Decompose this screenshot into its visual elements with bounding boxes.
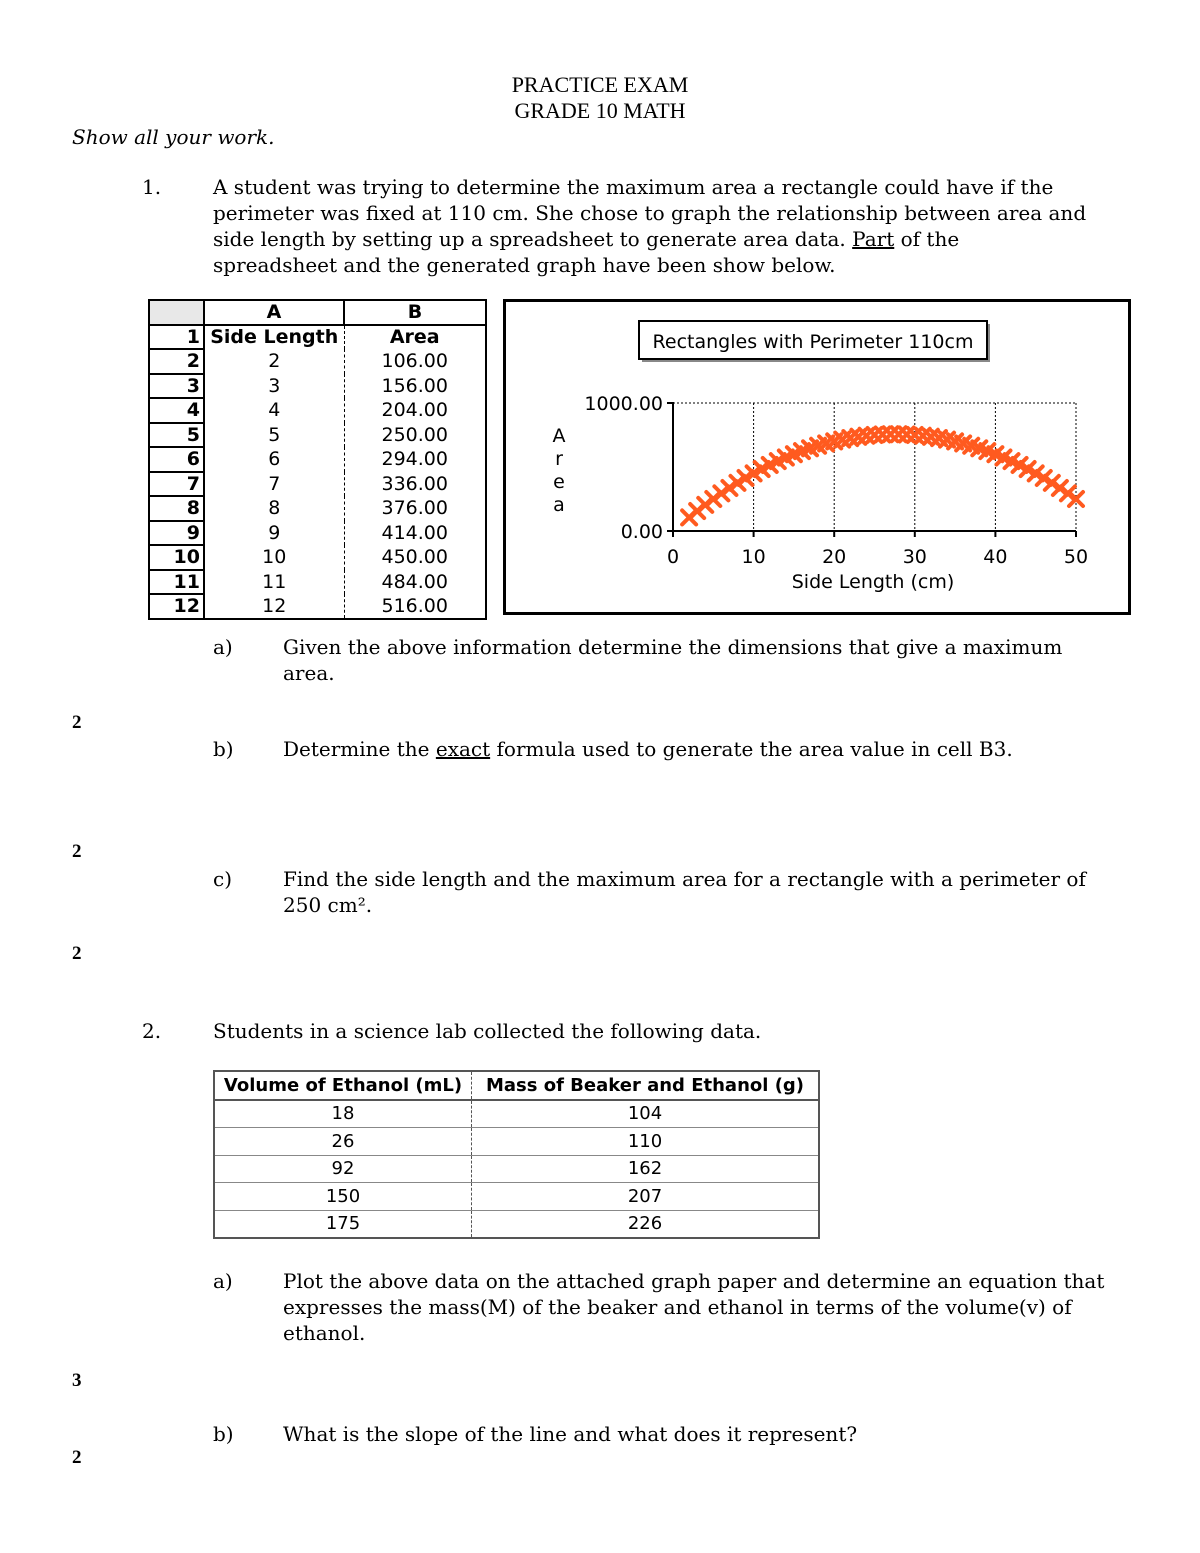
row-header: 1 <box>149 325 204 350</box>
spreadsheet <box>148 299 487 620</box>
row-header: 2 <box>149 349 204 374</box>
q1a-label: a) <box>213 635 233 659</box>
x-axis-label: Side Length (cm) <box>791 571 955 593</box>
q2b-marks: 2 <box>72 1447 82 1468</box>
cell-a: 7 <box>204 472 344 497</box>
cell-b: 484.00 <box>344 570 486 595</box>
x-tick-label: 40 <box>983 546 1008 568</box>
cell-b1: Area <box>344 325 486 350</box>
cell-a: 10 <box>204 545 344 570</box>
cell-volume: 26 <box>214 1128 472 1156</box>
y-label-letter: e <box>553 471 565 493</box>
data-points <box>682 427 1083 524</box>
cell-a: 4 <box>204 398 344 423</box>
row-header: 6 <box>149 447 204 472</box>
cell-a1: Side Length <box>204 325 344 350</box>
q2-number: 2. <box>142 1019 162 1043</box>
exam-title: PRACTICE EXAM <box>511 72 689 97</box>
table-row <box>214 1155 819 1183</box>
x-tick-label: 0 <box>666 546 680 568</box>
q1b-marks: 2 <box>72 841 82 862</box>
row-header: 10 <box>149 545 204 570</box>
x-tick-label: 10 <box>741 546 766 568</box>
instruction: Show all your work. <box>72 125 275 149</box>
cell-b: 450.00 <box>344 545 486 570</box>
q2-text: Students in a science lab collected the following data. <box>213 1019 762 1043</box>
col-header-mass: Mass of Beaker and Ethanol (g) <box>472 1071 820 1100</box>
row-header: 4 <box>149 398 204 423</box>
row-header: 3 <box>149 374 204 399</box>
cell-b: 204.00 <box>344 398 486 423</box>
cell-volume: 18 <box>214 1100 472 1128</box>
q2b-text: What is the slope of the line and what does it represent? <box>283 1422 858 1446</box>
table-row <box>214 1210 819 1238</box>
cell-a: 6 <box>204 447 344 472</box>
row-header: 5 <box>149 423 204 448</box>
cell-b: 376.00 <box>344 496 486 521</box>
table-row <box>149 472 486 497</box>
table-row <box>149 496 486 521</box>
x-tick-label: 30 <box>902 546 927 568</box>
cell-a: 12 <box>204 594 344 619</box>
y-tick-label: 0.00 <box>620 521 663 543</box>
q1a-text: Given the above information determine the dimensions that give a maximum area. <box>283 635 1063 685</box>
cell-volume: 175 <box>214 1210 472 1238</box>
exam-subtitle: GRADE 10 MATH <box>514 98 686 123</box>
table-row <box>149 447 486 472</box>
table-row <box>149 594 486 619</box>
x-tick-label: 20 <box>822 546 847 568</box>
q1b-text: Determine the exact formula used to generate the area value in cell B3. <box>283 737 1013 761</box>
cell-mass: 162 <box>472 1155 820 1183</box>
table-row <box>149 398 486 423</box>
cell-b: 516.00 <box>344 594 486 619</box>
table-row <box>214 1183 819 1211</box>
x-tick-label: 50 <box>1063 546 1089 568</box>
q2b-label: b) <box>213 1422 234 1446</box>
table-row <box>149 374 486 399</box>
q1c-text: Find the side length and the maximum area for a rectangle with a perimeter of 250 cm². <box>283 867 1086 917</box>
col-header-a: A <box>204 300 344 325</box>
row-header: 9 <box>149 521 204 546</box>
table-row <box>149 521 486 546</box>
q2a-text: Plot the above data on the attached graph paper and determine an equation that expresses the mass(M) of the beaker and ethanol in terms of the volume(v) of ethanol. <box>283 1269 1105 1345</box>
cell-b: 414.00 <box>344 521 486 546</box>
cell-b: 156.00 <box>344 374 486 399</box>
cell-a: 5 <box>204 423 344 448</box>
col-header-volume: Volume of Ethanol (mL) <box>214 1071 472 1100</box>
tick-labels <box>584 393 1088 568</box>
row-header: 12 <box>149 594 204 619</box>
q1a-marks: 2 <box>72 712 82 733</box>
table-row <box>214 1100 819 1128</box>
cell-volume: 150 <box>214 1183 472 1211</box>
q1-number: 1. <box>142 175 162 199</box>
cell-b: 294.00 <box>344 447 486 472</box>
cell-a: 8 <box>204 496 344 521</box>
cell-volume: 92 <box>214 1155 472 1183</box>
chart-title: Rectangles with Perimeter 110cm <box>652 331 974 353</box>
q2a-label: a) <box>213 1269 233 1293</box>
cell-b: 250.00 <box>344 423 486 448</box>
cell-mass: 110 <box>472 1128 820 1156</box>
table-row <box>149 423 486 448</box>
cell-mass: 104 <box>472 1100 820 1128</box>
cell-a: 11 <box>204 570 344 595</box>
table-row <box>149 349 486 374</box>
cell-mass: 207 <box>472 1183 820 1211</box>
table-row <box>149 570 486 595</box>
table-row <box>214 1128 819 1156</box>
y-tick-label: 1000.00 <box>584 393 663 415</box>
row-header: 11 <box>149 570 204 595</box>
cell-b: 336.00 <box>344 472 486 497</box>
cell-b: 106.00 <box>344 349 486 374</box>
y-label-letter: r <box>555 448 563 470</box>
chart-svg <box>506 302 1128 612</box>
ethanol-table <box>213 1070 820 1239</box>
q1c-label: c) <box>213 867 233 891</box>
area-chart <box>503 299 1131 615</box>
row-header: 7 <box>149 472 204 497</box>
cell-a: 9 <box>204 521 344 546</box>
y-axis-label <box>553 425 566 516</box>
q1-text: A student was trying to determine the maximum area a rectangle could have if the perimeter was fixed at 110 cm. She chose to graph the relationship between area and side length by setting up a spreadsheet to generate area data. Part of the spreadsheet and the generated graph have been show below. <box>213 175 1087 277</box>
q1c-marks: 2 <box>72 943 82 964</box>
corner-cell <box>149 300 204 325</box>
cell-mass: 226 <box>472 1210 820 1238</box>
y-label-letter: a <box>553 494 565 516</box>
q1b-label: b) <box>213 737 234 761</box>
q2a-marks: 3 <box>72 1370 82 1391</box>
table-row <box>149 545 486 570</box>
cell-a: 3 <box>204 374 344 399</box>
cell-a: 2 <box>204 349 344 374</box>
row-header: 8 <box>149 496 204 521</box>
y-label-letter: A <box>552 425 566 447</box>
col-header-b: B <box>344 300 486 325</box>
